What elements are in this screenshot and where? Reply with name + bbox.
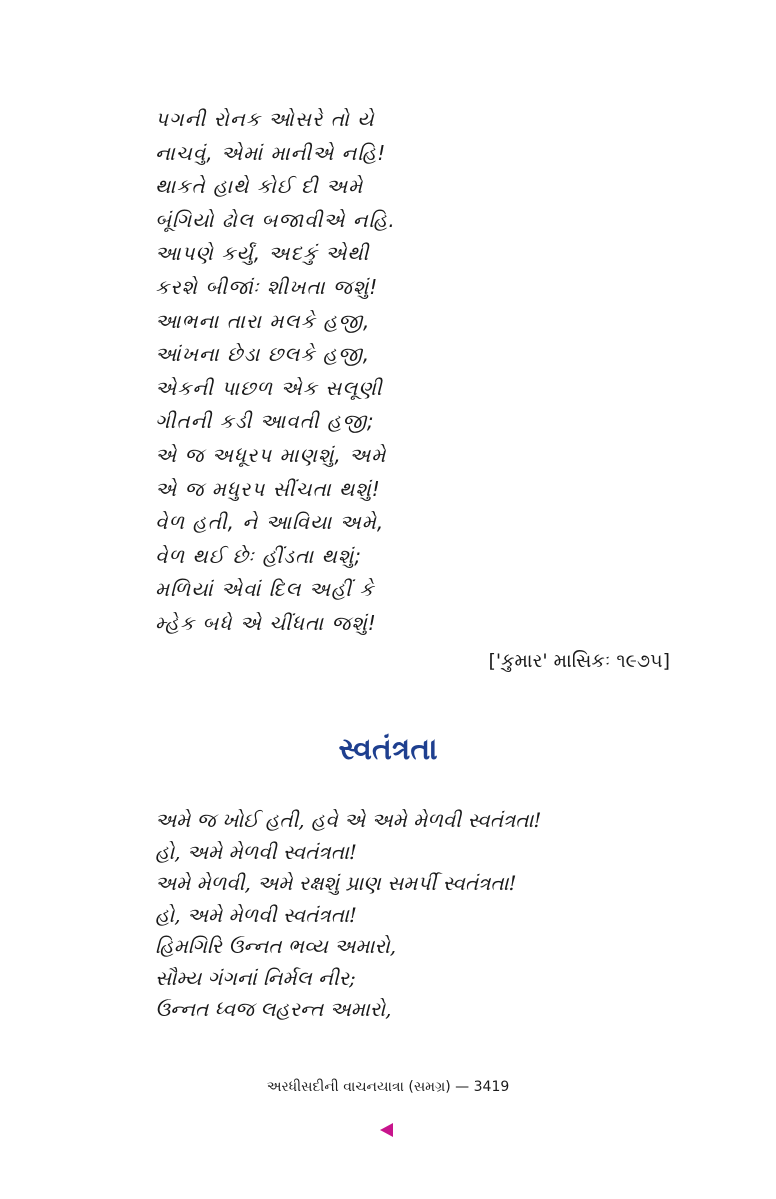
poem-svatantrata [155,805,715,1026]
poem-line: વેળ હતી, ને આવિયા અમે, [155,510,385,535]
poem-line: બૂંગિયો ઢોલ બજાવીએ નહિ. [155,207,396,232]
poem-title: સ્વતંત્રતા [338,732,438,767]
poem-line: અમે જ ખોઈ હતી, હવે એ અમે મેળવી સ્વતંત્રતા! [155,808,542,832]
poem-line: વેળ થઈ છેઃ હીંડતા થશું; [155,543,363,568]
source-citation: ['કુમાર' માસિકઃ ૧૯૭૫] [488,650,670,672]
poem-line: એ જ મધુરપ સીંચતા થશું! [155,476,381,501]
poem-line: હો, અમે મેળવી સ્વતંત્રતા! [155,839,357,864]
poem-line: એ જ અધૂરપ માણશું, અમે [155,442,387,467]
poem-line: કરશે બીજાંઃ શીખતા જશું! [155,274,379,299]
poem-line: નાચવું, એમાં માનીએ નહિ! [155,140,387,165]
poem-line: મ્હેક બધે એ ચીંધતા જશું! [155,610,377,635]
poem-line: પગની રોનક ઓસરે તો યે [155,107,375,131]
page-footer: અરધીસદીની વાચનયાત્રા (સમગ્ર) — 3419 [266,1079,510,1095]
poem-line: આભના તારા મલકે હજી, [155,308,371,333]
poem-line: ઉન્નત ધ્વજ લહરન્ત અમારો, [155,997,392,1021]
triangle-left-icon[interactable] [380,1123,393,1137]
poem-line: અમે મેળવી, અમે રક્ષશું પ્રાણ સમર્પી સ્વતંત્રતા! [155,871,517,895]
poem-line: હો, અમે મેળવી સ્વતંત્રતા! [155,902,357,927]
poem-line: આંખના છેડા છલકે હજી, [155,342,371,367]
poem-line: ગીતની કડી આવતી હજી; [155,409,375,434]
poem-line: આપણે કર્યું, અદકું એથી [155,241,370,266]
poem-continued [155,103,635,641]
poem-line: થાકતે હાથે કોઈ દી અમે [155,174,364,199]
poem-line: મળિયાં એવાં દિલ અહીં કે [155,577,375,602]
poem-line: સૌમ્ય ગંગનાં નિર્મલ નીર; [155,965,356,990]
poem-line: હિમગિરિ ઉન્નત ભવ્ય અમારો, [155,934,397,958]
poem-line: એકની પાછળ એક સલૂણી [155,375,383,400]
